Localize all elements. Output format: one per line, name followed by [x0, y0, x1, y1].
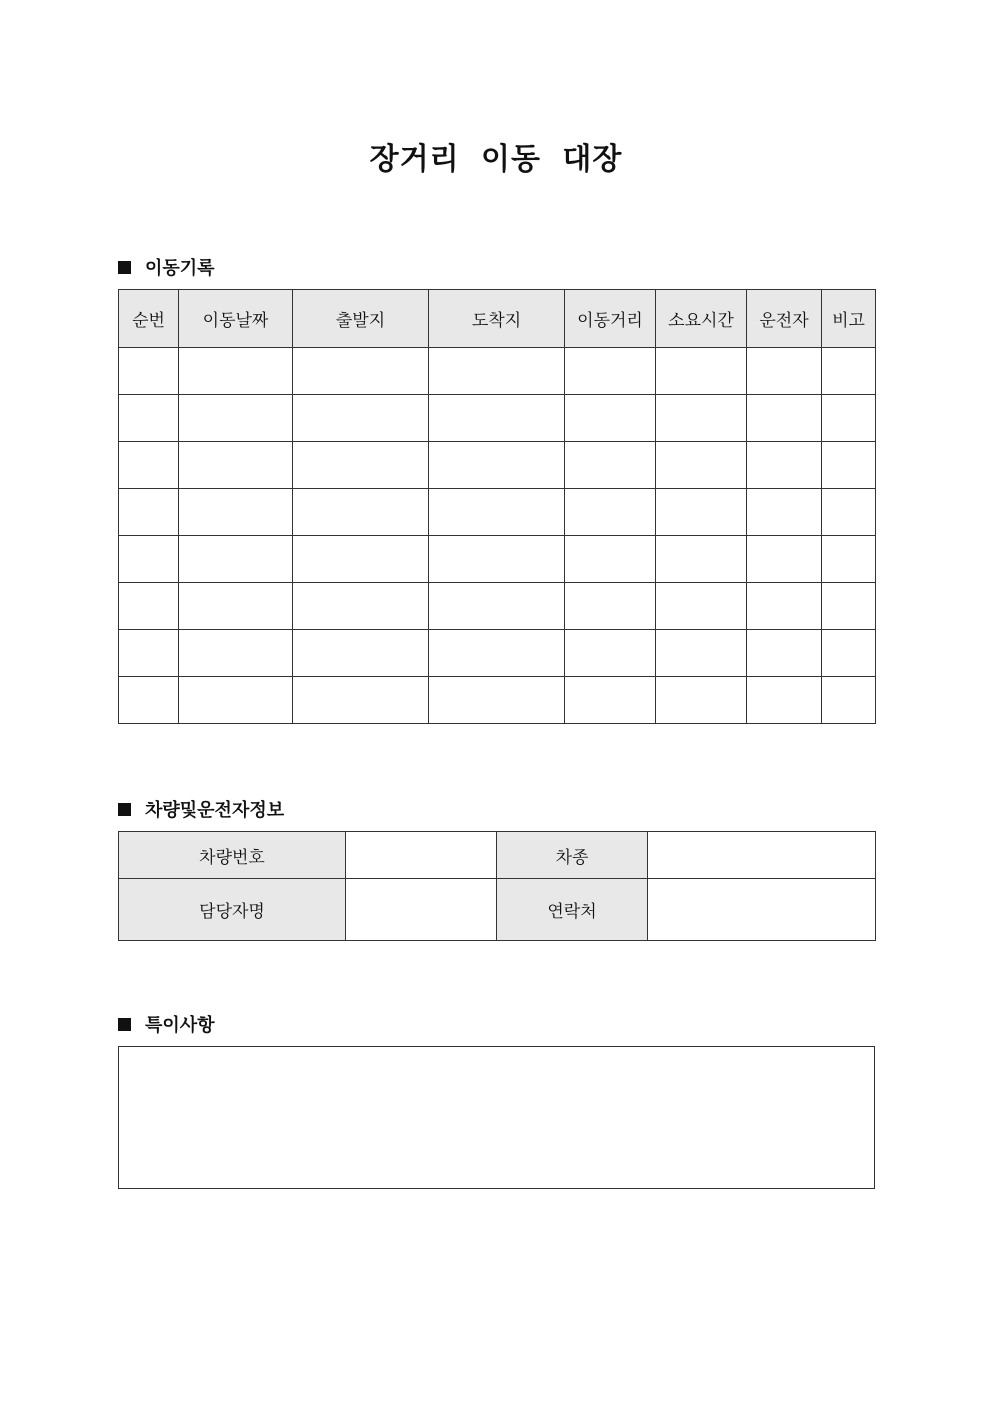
cell-driver[interactable] [747, 489, 822, 536]
cell-date[interactable] [179, 630, 293, 677]
table-row [119, 489, 876, 536]
cell-duration[interactable] [656, 630, 747, 677]
table-row [119, 677, 876, 724]
cell-distance[interactable] [565, 395, 656, 442]
cell-remarks[interactable] [822, 395, 876, 442]
cell-date[interactable] [179, 583, 293, 630]
header-duration: 소요시간 [656, 290, 747, 348]
cell-driver[interactable] [747, 583, 822, 630]
cell-origin[interactable] [293, 442, 429, 489]
cell-distance[interactable] [565, 442, 656, 489]
contact-field[interactable] [648, 879, 876, 941]
cell-duration[interactable] [656, 395, 747, 442]
header-driver: 운전자 [747, 290, 822, 348]
cell-origin[interactable] [293, 583, 429, 630]
cell-date[interactable] [179, 442, 293, 489]
cell-date[interactable] [179, 348, 293, 395]
cell-remarks[interactable] [822, 583, 876, 630]
table-row [119, 395, 876, 442]
cell-driver[interactable] [747, 536, 822, 583]
page-title: 장거리 이동 대장 [369, 142, 623, 177]
cell-destination[interactable] [429, 536, 565, 583]
cell-origin[interactable] [293, 348, 429, 395]
section-notes-label: 특이사항 [145, 1015, 215, 1036]
cell-destination[interactable] [429, 442, 565, 489]
cell-seq[interactable] [119, 583, 179, 630]
cell-remarks[interactable] [822, 348, 876, 395]
cell-origin[interactable] [293, 630, 429, 677]
square-bullet-icon [118, 803, 131, 816]
section-log-heading [118, 254, 215, 280]
cell-origin[interactable] [293, 489, 429, 536]
section-notes-heading [118, 1011, 215, 1037]
section-vehicle-heading [118, 796, 284, 822]
cell-remarks[interactable] [822, 630, 876, 677]
cell-origin[interactable] [293, 536, 429, 583]
cell-remarks[interactable] [822, 489, 876, 536]
header-origin: 출발지 [293, 290, 429, 348]
cell-seq[interactable] [119, 442, 179, 489]
header-distance: 이동거리 [565, 290, 656, 348]
cell-seq[interactable] [119, 630, 179, 677]
cell-driver[interactable] [747, 348, 822, 395]
cell-driver[interactable] [747, 442, 822, 489]
cell-date[interactable] [179, 536, 293, 583]
square-bullet-icon [118, 1018, 131, 1031]
vehicle-type-field[interactable] [648, 832, 876, 879]
contact-label: 연락처 [497, 879, 648, 941]
cell-destination[interactable] [429, 630, 565, 677]
cell-destination[interactable] [429, 677, 565, 724]
cell-duration[interactable] [656, 677, 747, 724]
section-vehicle-label: 차량및운전자정보 [145, 800, 285, 821]
cell-distance[interactable] [565, 583, 656, 630]
table-row [119, 348, 876, 395]
square-bullet-icon [118, 261, 131, 274]
header-destination: 도착지 [429, 290, 565, 348]
cell-driver[interactable] [747, 630, 822, 677]
cell-duration[interactable] [656, 583, 747, 630]
cell-destination[interactable] [429, 395, 565, 442]
vehicle-type-label: 차종 [497, 832, 648, 879]
manager-name-label: 담당자명 [119, 879, 346, 941]
cell-date[interactable] [179, 395, 293, 442]
cell-date[interactable] [179, 677, 293, 724]
info-row [119, 832, 876, 879]
cell-distance[interactable] [565, 630, 656, 677]
cell-origin[interactable] [293, 677, 429, 724]
cell-destination[interactable] [429, 348, 565, 395]
vehicle-driver-info-table [118, 831, 876, 941]
cell-duration[interactable] [656, 348, 747, 395]
table-row [119, 583, 876, 630]
info-row [119, 879, 876, 941]
header-seq: 순번 [119, 290, 179, 348]
cell-driver[interactable] [747, 395, 822, 442]
cell-destination[interactable] [429, 583, 565, 630]
header-remarks: 비고 [822, 290, 876, 348]
cell-remarks[interactable] [822, 442, 876, 489]
cell-distance[interactable] [565, 536, 656, 583]
cell-seq[interactable] [119, 395, 179, 442]
cell-remarks[interactable] [822, 536, 876, 583]
cell-seq[interactable] [119, 677, 179, 724]
cell-distance[interactable] [565, 677, 656, 724]
notes-box[interactable] [118, 1046, 875, 1189]
cell-driver[interactable] [747, 677, 822, 724]
cell-origin[interactable] [293, 395, 429, 442]
cell-duration[interactable] [656, 442, 747, 489]
cell-seq[interactable] [119, 489, 179, 536]
cell-seq[interactable] [119, 348, 179, 395]
table-header-row [119, 290, 876, 348]
table-row [119, 442, 876, 489]
section-log-label: 이동기록 [145, 258, 215, 279]
cell-distance[interactable] [565, 348, 656, 395]
cell-duration[interactable] [656, 489, 747, 536]
cell-remarks[interactable] [822, 677, 876, 724]
cell-destination[interactable] [429, 489, 565, 536]
table-row [119, 536, 876, 583]
cell-date[interactable] [179, 489, 293, 536]
cell-seq[interactable] [119, 536, 179, 583]
vehicle-number-label: 차량번호 [119, 832, 346, 879]
table-row [119, 630, 876, 677]
vehicle-number-field[interactable] [346, 832, 497, 879]
header-date: 이동날짜 [179, 290, 293, 348]
travel-log-table [118, 289, 876, 724]
cell-duration[interactable] [656, 536, 747, 583]
manager-name-field[interactable] [346, 879, 497, 941]
cell-distance[interactable] [565, 489, 656, 536]
